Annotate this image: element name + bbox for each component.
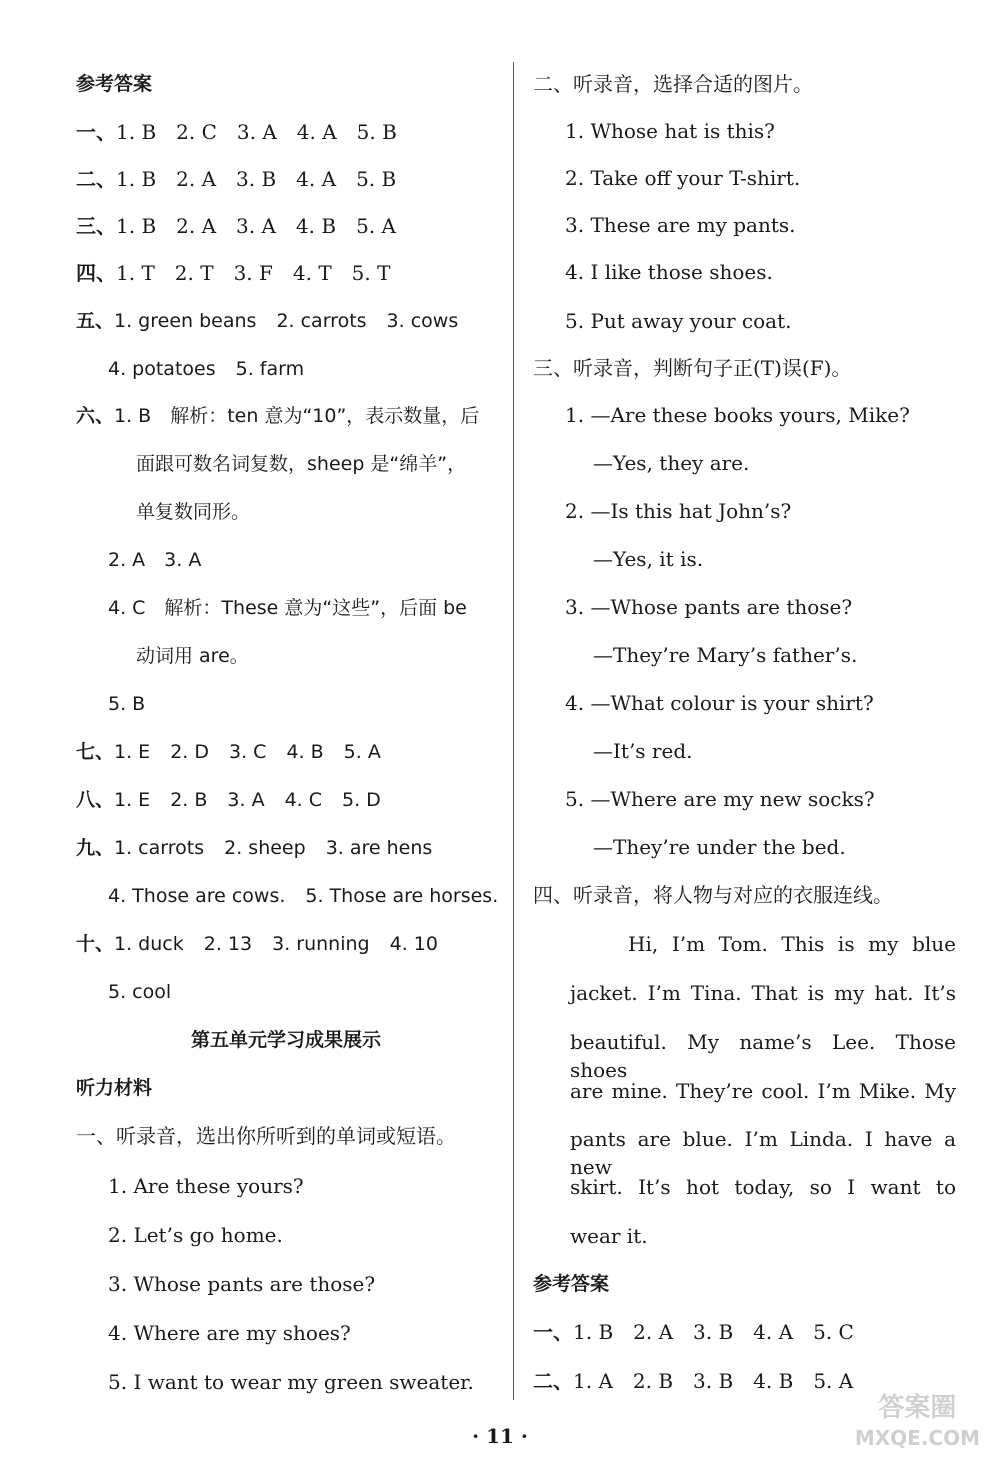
part3-line: —They’re Mary’s father’s. xyxy=(593,643,858,667)
part3-line: —It’s red. xyxy=(593,739,693,763)
part2-heading: 二、听录音，选择合适的图片。 xyxy=(533,72,813,96)
watermark-line2: MXQE.COM xyxy=(854,1426,980,1450)
part3-line: —Yes, it is. xyxy=(593,547,704,571)
watermark-line1: 答案圈 xyxy=(878,1393,957,1423)
answer-row-10: 十、1. duck 2. 13 3. running 4. 10 xyxy=(76,933,438,955)
part2-line: 3. These are my pants. xyxy=(565,213,796,237)
part2-line: 1. Whose hat is this? xyxy=(565,119,775,143)
answer-row-r1: 一、1. B 2. A 3. B 4. A 5. C xyxy=(533,1320,854,1344)
answers-title-2: 参考答案 xyxy=(533,1273,610,1295)
part3-heading: 三、听录音，判断句子正(T)误(F)。 xyxy=(533,356,852,380)
answer-row-8: 八、1. E 2. B 3. A 4. C 5. D xyxy=(76,789,381,811)
unit-title: 第五单元学习成果展示 xyxy=(190,1029,381,1051)
answer-row-6-l5: 4. C 解析：These 意为“这些”，后面 be xyxy=(108,597,467,619)
part2-line: 2. Take off your T-shirt. xyxy=(565,166,801,190)
answer-row-5: 五、1. green beans 2. carrots 3. cows xyxy=(76,310,459,332)
listening-title: 听力材料 xyxy=(76,1077,153,1099)
part1-line: 2. Let’s go home. xyxy=(108,1223,283,1247)
answers-title: 参考答案 xyxy=(76,73,153,95)
part3-line: 1. —Are these books yours, Mike? xyxy=(565,403,910,427)
column-divider xyxy=(513,62,514,1400)
answer-row-3: 三、1. B 2. A 3. A 4. B 5. A xyxy=(76,214,396,238)
answer-row-7: 七、1. E 2. D 3. C 4. B 5. A xyxy=(76,741,381,763)
part1-line: 3. Whose pants are those? xyxy=(108,1272,376,1296)
answer-row-r2: 二、1. A 2. B 3. B 4. B 5. A xyxy=(533,1369,854,1393)
part4-line: Hi, I’m Tom. This is my blue xyxy=(628,932,956,956)
part3-line: —Yes, they are. xyxy=(593,451,750,475)
part4-line: are mine. They’re cool. I’m Mike. My xyxy=(570,1079,956,1103)
part1-line: 1. Are these yours? xyxy=(108,1174,304,1198)
answer-row-6-l6: 动词用 are。 xyxy=(136,645,249,667)
answer-row-6-l1: 六、1. B 解析：ten 意为“10”，表示数量，后 xyxy=(76,405,480,427)
part3-line: 3. —Whose pants are those? xyxy=(565,595,853,619)
part3-line: 4. —What colour is your shirt? xyxy=(565,691,874,715)
part4-line: beautiful. My name’s Lee. Those shoes xyxy=(570,1030,956,1082)
part3-line: 2. —Is this hat John’s? xyxy=(565,499,792,523)
answer-row-9b: 4. Those are cows. 5. Those are horses. xyxy=(108,885,499,907)
answer-row-9: 九、1. carrots 2. sheep 3. are hens xyxy=(76,837,433,859)
answer-row-1: 一、1. B 2. C 3. A 4. A 5. B xyxy=(76,120,397,144)
part4-line: skirt. It’s hot today, so I want to xyxy=(570,1175,956,1199)
answer-row-6-l2: 面跟可数名词复数，sheep 是“绵羊”， xyxy=(136,453,467,475)
answer-row-6-l3: 单复数同形。 xyxy=(136,501,251,523)
answer-row-6-l7: 5. B xyxy=(108,693,146,715)
answer-row-2: 二、1. B 2. A 3. B 4. A 5. B xyxy=(76,167,397,191)
part2-line: 5. Put away your coat. xyxy=(565,309,792,333)
watermark-logo xyxy=(855,1393,980,1453)
part4-line: pants are blue. I’m Linda. I have a new xyxy=(570,1127,956,1179)
part1-line: 4. Where are my shoes? xyxy=(108,1321,351,1345)
part1-line: 5. I want to wear my green sweater. xyxy=(108,1370,474,1394)
part2-line: 4. I like those shoes. xyxy=(565,260,773,284)
part4-line: wear it. xyxy=(570,1224,648,1248)
answer-row-6-l4: 2. A 3. A xyxy=(108,549,202,571)
part4-line: jacket. I’m Tina. That is my hat. It’s xyxy=(570,981,956,1005)
part4-heading: 四、听录音，将人物与对应的衣服连线。 xyxy=(533,883,893,907)
answer-row-10b: 5. cool xyxy=(108,981,172,1003)
part3-line: —They’re under the bed. xyxy=(593,835,846,859)
answer-row-5b: 4. potatoes 5. farm xyxy=(108,358,305,380)
page-number: · 11 · xyxy=(472,1424,528,1448)
part3-line: 5. —Where are my new socks? xyxy=(565,787,875,811)
part1-heading: 一、听录音，选出你所听到的单词或短语。 xyxy=(76,1124,456,1148)
answer-row-4: 四、1. T 2. T 3. F 4. T 5. T xyxy=(76,261,391,285)
